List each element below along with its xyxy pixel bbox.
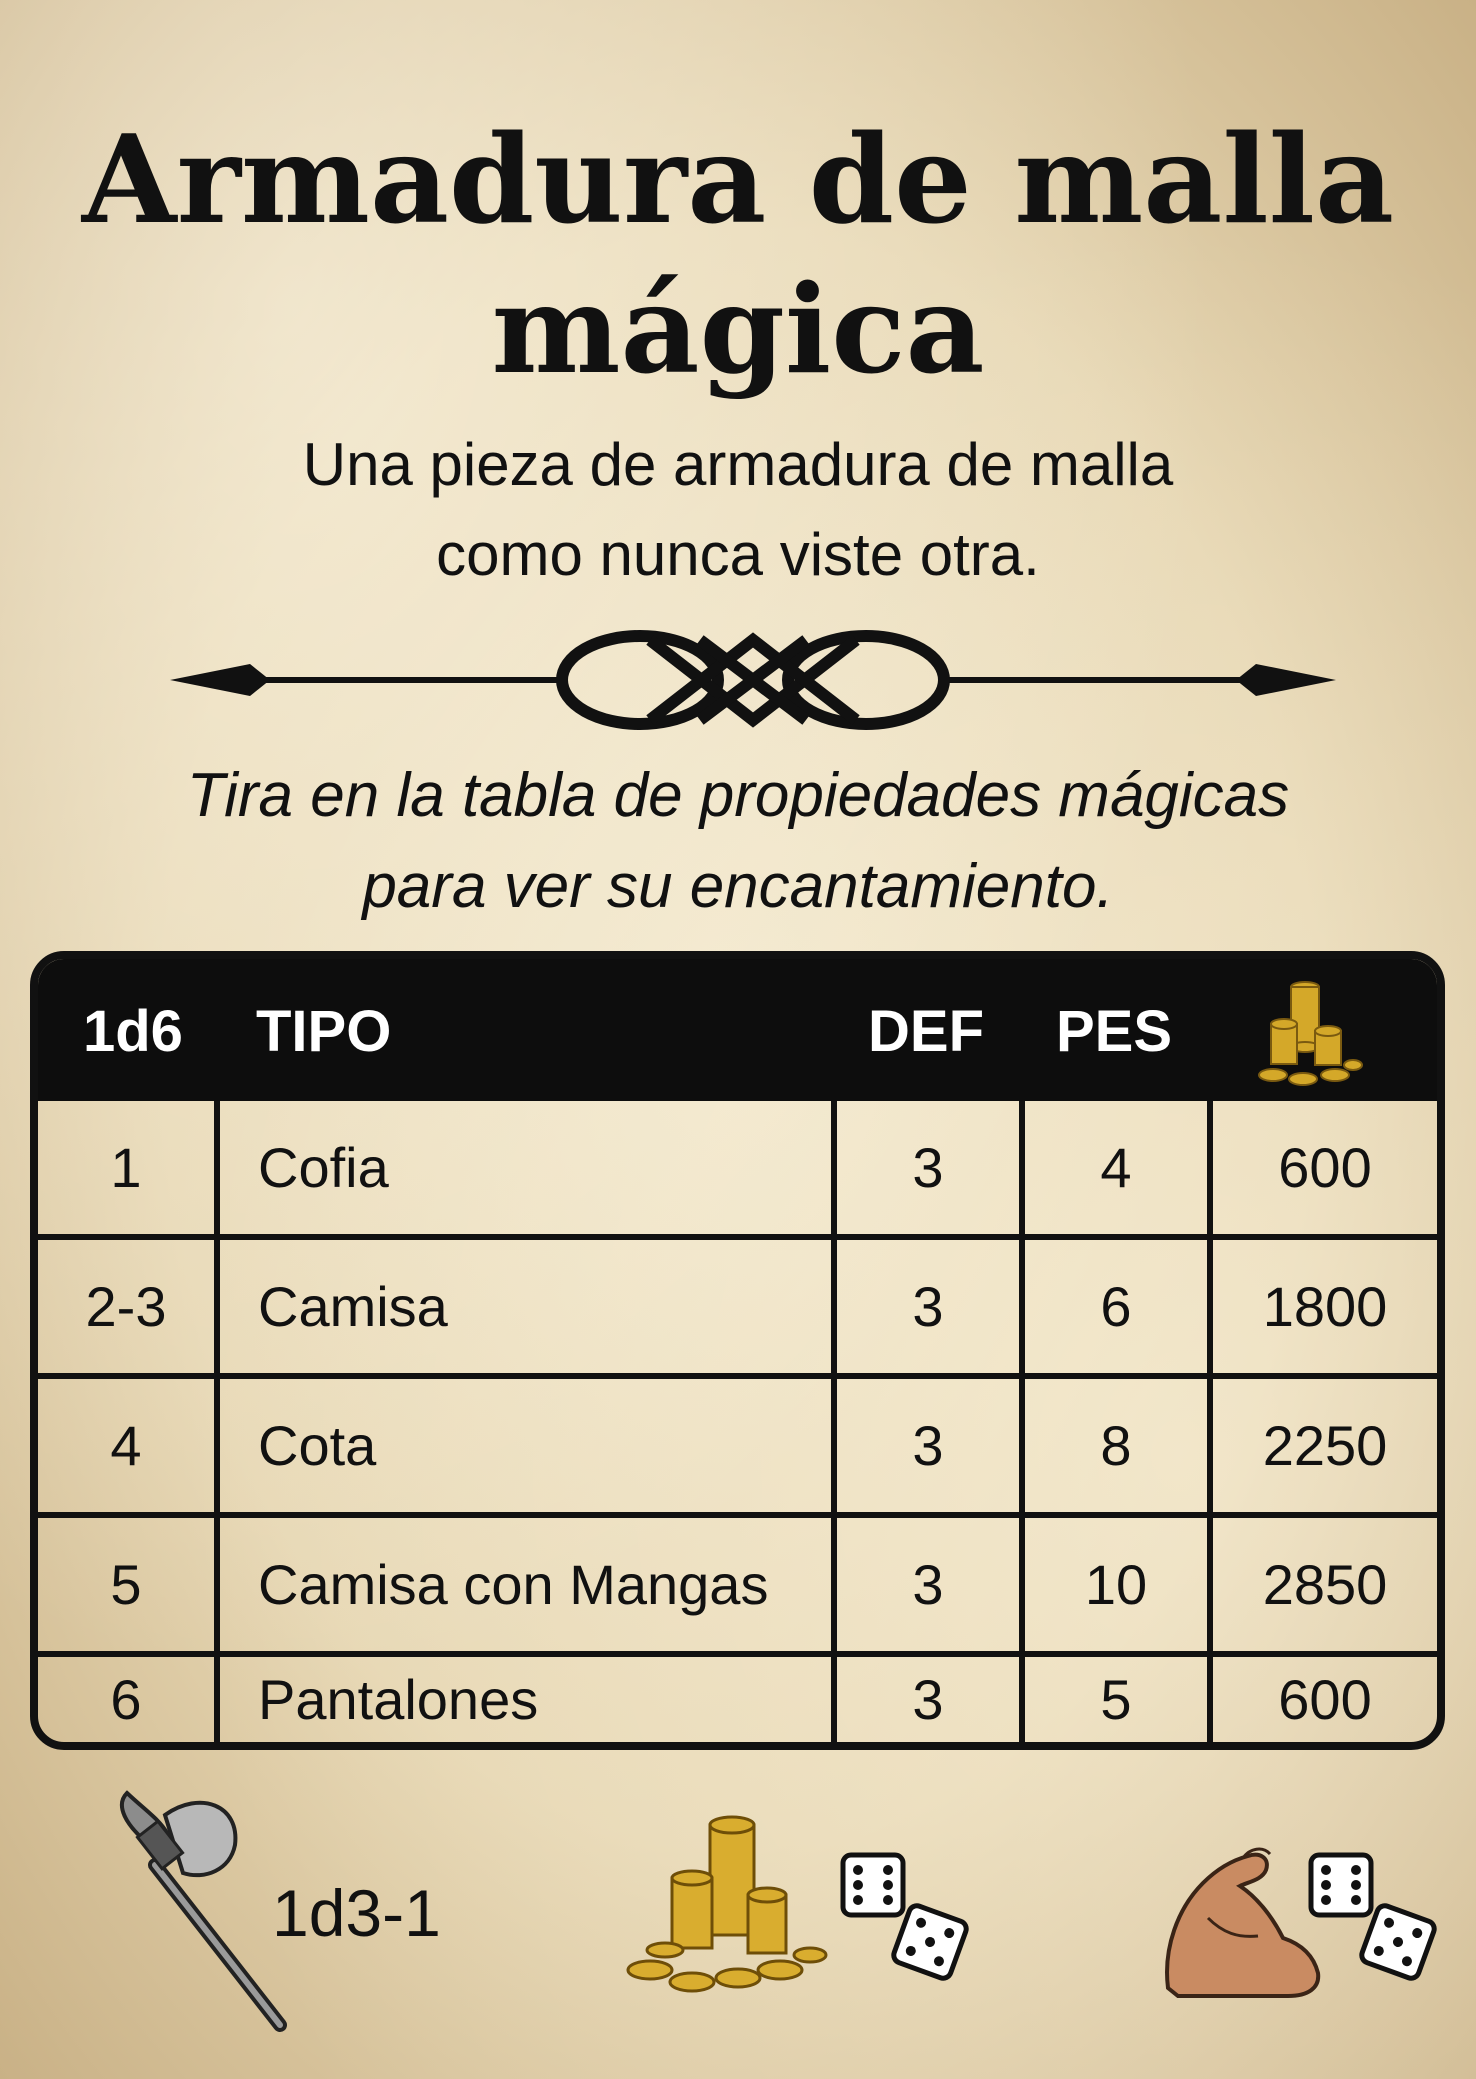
header-roll: 1d6 [83, 999, 183, 1064]
cell-def: 3 [912, 1275, 944, 1338]
cell-roll: 5 [110, 1553, 142, 1616]
cell-type: Cofia [258, 1136, 389, 1199]
cell-pes: 5 [1100, 1668, 1132, 1731]
column-divider [831, 1101, 837, 1742]
column-divider [1207, 1101, 1213, 1742]
cell-roll: 4 [110, 1414, 142, 1477]
cell-def: 3 [912, 1414, 944, 1477]
celtic-knot-icon [562, 636, 944, 724]
cell-type: Camisa con Mangas [258, 1553, 769, 1616]
header-type: TIPO [256, 999, 392, 1064]
title-line-2: mágica [491, 257, 985, 401]
table-row [38, 1379, 1437, 1512]
cell-def: 3 [912, 1553, 944, 1616]
cell-roll: 1 [110, 1136, 142, 1199]
armor-table [30, 951, 1445, 1750]
cell-type: Cota [258, 1414, 377, 1477]
gold-coins-icon [620, 1810, 830, 2000]
battle-axe-icon [105, 1785, 295, 2040]
cell-pes: 8 [1100, 1414, 1132, 1477]
cell-type: Camisa [258, 1275, 448, 1338]
header-def: DEF [868, 999, 984, 1064]
column-divider [1019, 1101, 1025, 1742]
cell-def: 3 [912, 1136, 944, 1199]
dice-icon [1306, 1850, 1451, 1990]
title-line-1: Armadura de malla [81, 107, 1395, 251]
spear-tip-right-icon [1236, 664, 1336, 696]
cell-value: 2250 [1262, 1414, 1388, 1477]
cell-def: 3 [912, 1668, 944, 1731]
table-row [38, 1240, 1437, 1373]
instruction-line-1: Tira en la tabla de propiedades mágicas [186, 761, 1290, 830]
column-divider [214, 1101, 220, 1742]
damage-value: 1d3-1 [272, 1876, 441, 1950]
table-header [38, 959, 1437, 1101]
table-row [38, 1101, 1437, 1234]
cell-value: 1800 [1262, 1275, 1388, 1338]
cell-value: 2850 [1262, 1553, 1388, 1616]
spear-tip-left-icon [170, 664, 270, 696]
table-row [38, 1657, 1437, 1742]
cell-pes: 4 [1100, 1136, 1132, 1199]
dice-icon [838, 1850, 983, 1990]
cell-type: Pantalones [258, 1668, 539, 1731]
cell-pes: 10 [1084, 1553, 1148, 1616]
description-line-1: Una pieza de armadura de malla [302, 431, 1174, 498]
gold-coins-icon [1253, 969, 1363, 1094]
description-line-2: como nunca viste otra. [436, 521, 1040, 588]
cell-value: 600 [1278, 1136, 1372, 1199]
cell-roll: 6 [110, 1668, 142, 1731]
cell-value: 600 [1278, 1668, 1372, 1731]
header-pes: PES [1056, 999, 1173, 1064]
ornamental-divider [170, 620, 1336, 740]
cell-pes: 6 [1100, 1275, 1132, 1338]
table-row [38, 1518, 1437, 1651]
cell-roll: 2-3 [85, 1275, 167, 1338]
flexed-arm-icon [1148, 1838, 1323, 1998]
instruction-line-2: para ver su encantamiento. [362, 852, 1114, 921]
